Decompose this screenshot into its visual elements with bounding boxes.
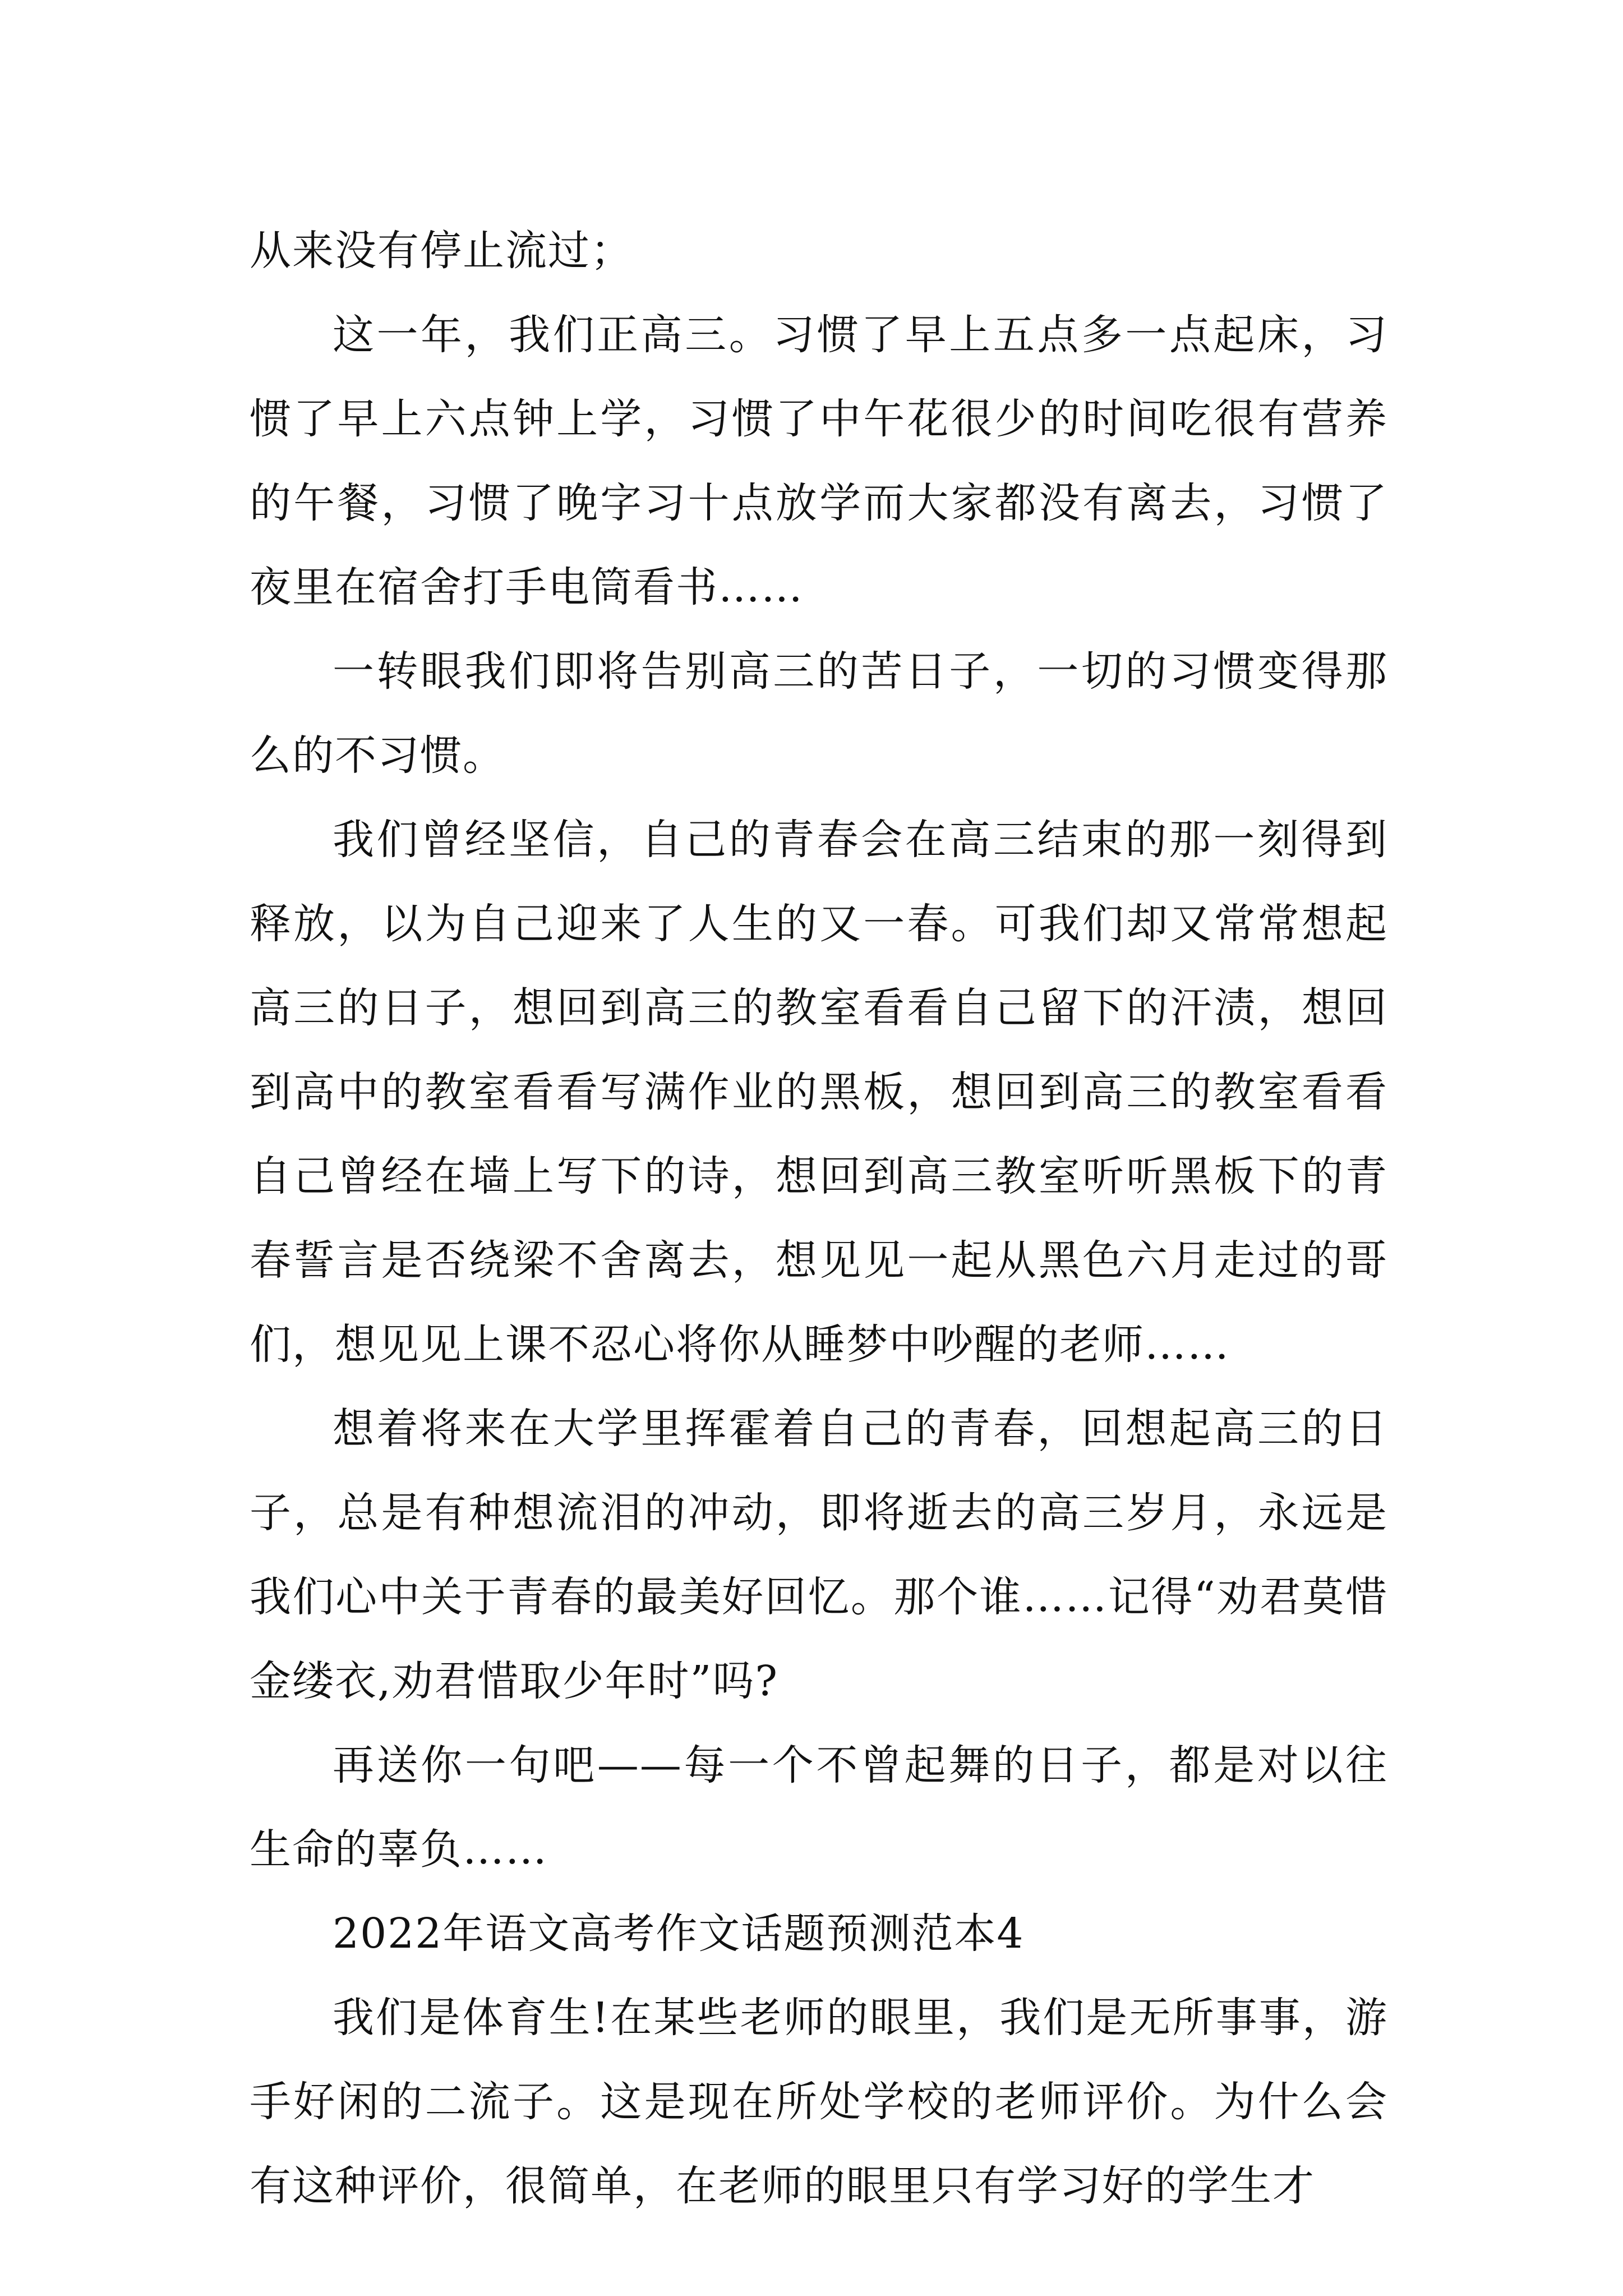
paragraph-7: 我们是体育生!在某些老师的眼里，我们是无所事事，游手好闲的二流子。这是现在所处学校的老师评价。为什么会有这种评价，很简单，在老师的眼里只有学习好的学生才 xyxy=(250,1994,1388,2210)
paragraph-5: 想着将来在大学里挥霍着自己的青春，回想起高三的日子，总是有种想流泪的冲动，即将逝去的高三岁月，永远是我们心中关于青春的最美好回忆。那个谁……记得“劝君莫惜金缕衣,劝君惜取少年时”吗? xyxy=(250,1405,1388,1705)
section-heading: 2022年语文高考作文话题预测范本4 xyxy=(333,1910,1025,1958)
paragraph-1: 从来没有停止流过； xyxy=(250,227,633,275)
document-body xyxy=(250,209,1388,2228)
paragraph-2: 这一年，我们正高三。习惯了早上五点多一点起床，习惯了早上六点钟上学，习惯了中午花很少的时间吃很有营养的午餐，习惯了晚字习十点放学而大家都没有离去，习惯了夜里在宿舍打手电筒看书…… xyxy=(250,311,1388,611)
paragraph-4: 我们曾经坚信，自己的青春会在高三结束的那一刻得到释放，以为自己迎来了人生的又一春。可我们却又常常想起高三的日子，想回到高三的教室看看自己留下的汗渍，想回到高中的教室看看写满作业的黑板，想回到高三的教室看看自己曾经在墙上写下的诗，想回到高三教室听听黑板下的青春誓言是否绕梁不舍离去，想见见一起从黑色六月走过的哥们，想见见上课不忍心将你从睡梦中吵醒的老师…… xyxy=(250,816,1388,1369)
paragraph-3: 一转眼我们即将告别高三的苦日子，一切的习惯变得那么的不习惯。 xyxy=(250,647,1388,780)
paragraph-6: 再送你一句吧——每一个不曾起舞的日子，都是对以往生命的辜负…… xyxy=(250,1741,1388,1874)
